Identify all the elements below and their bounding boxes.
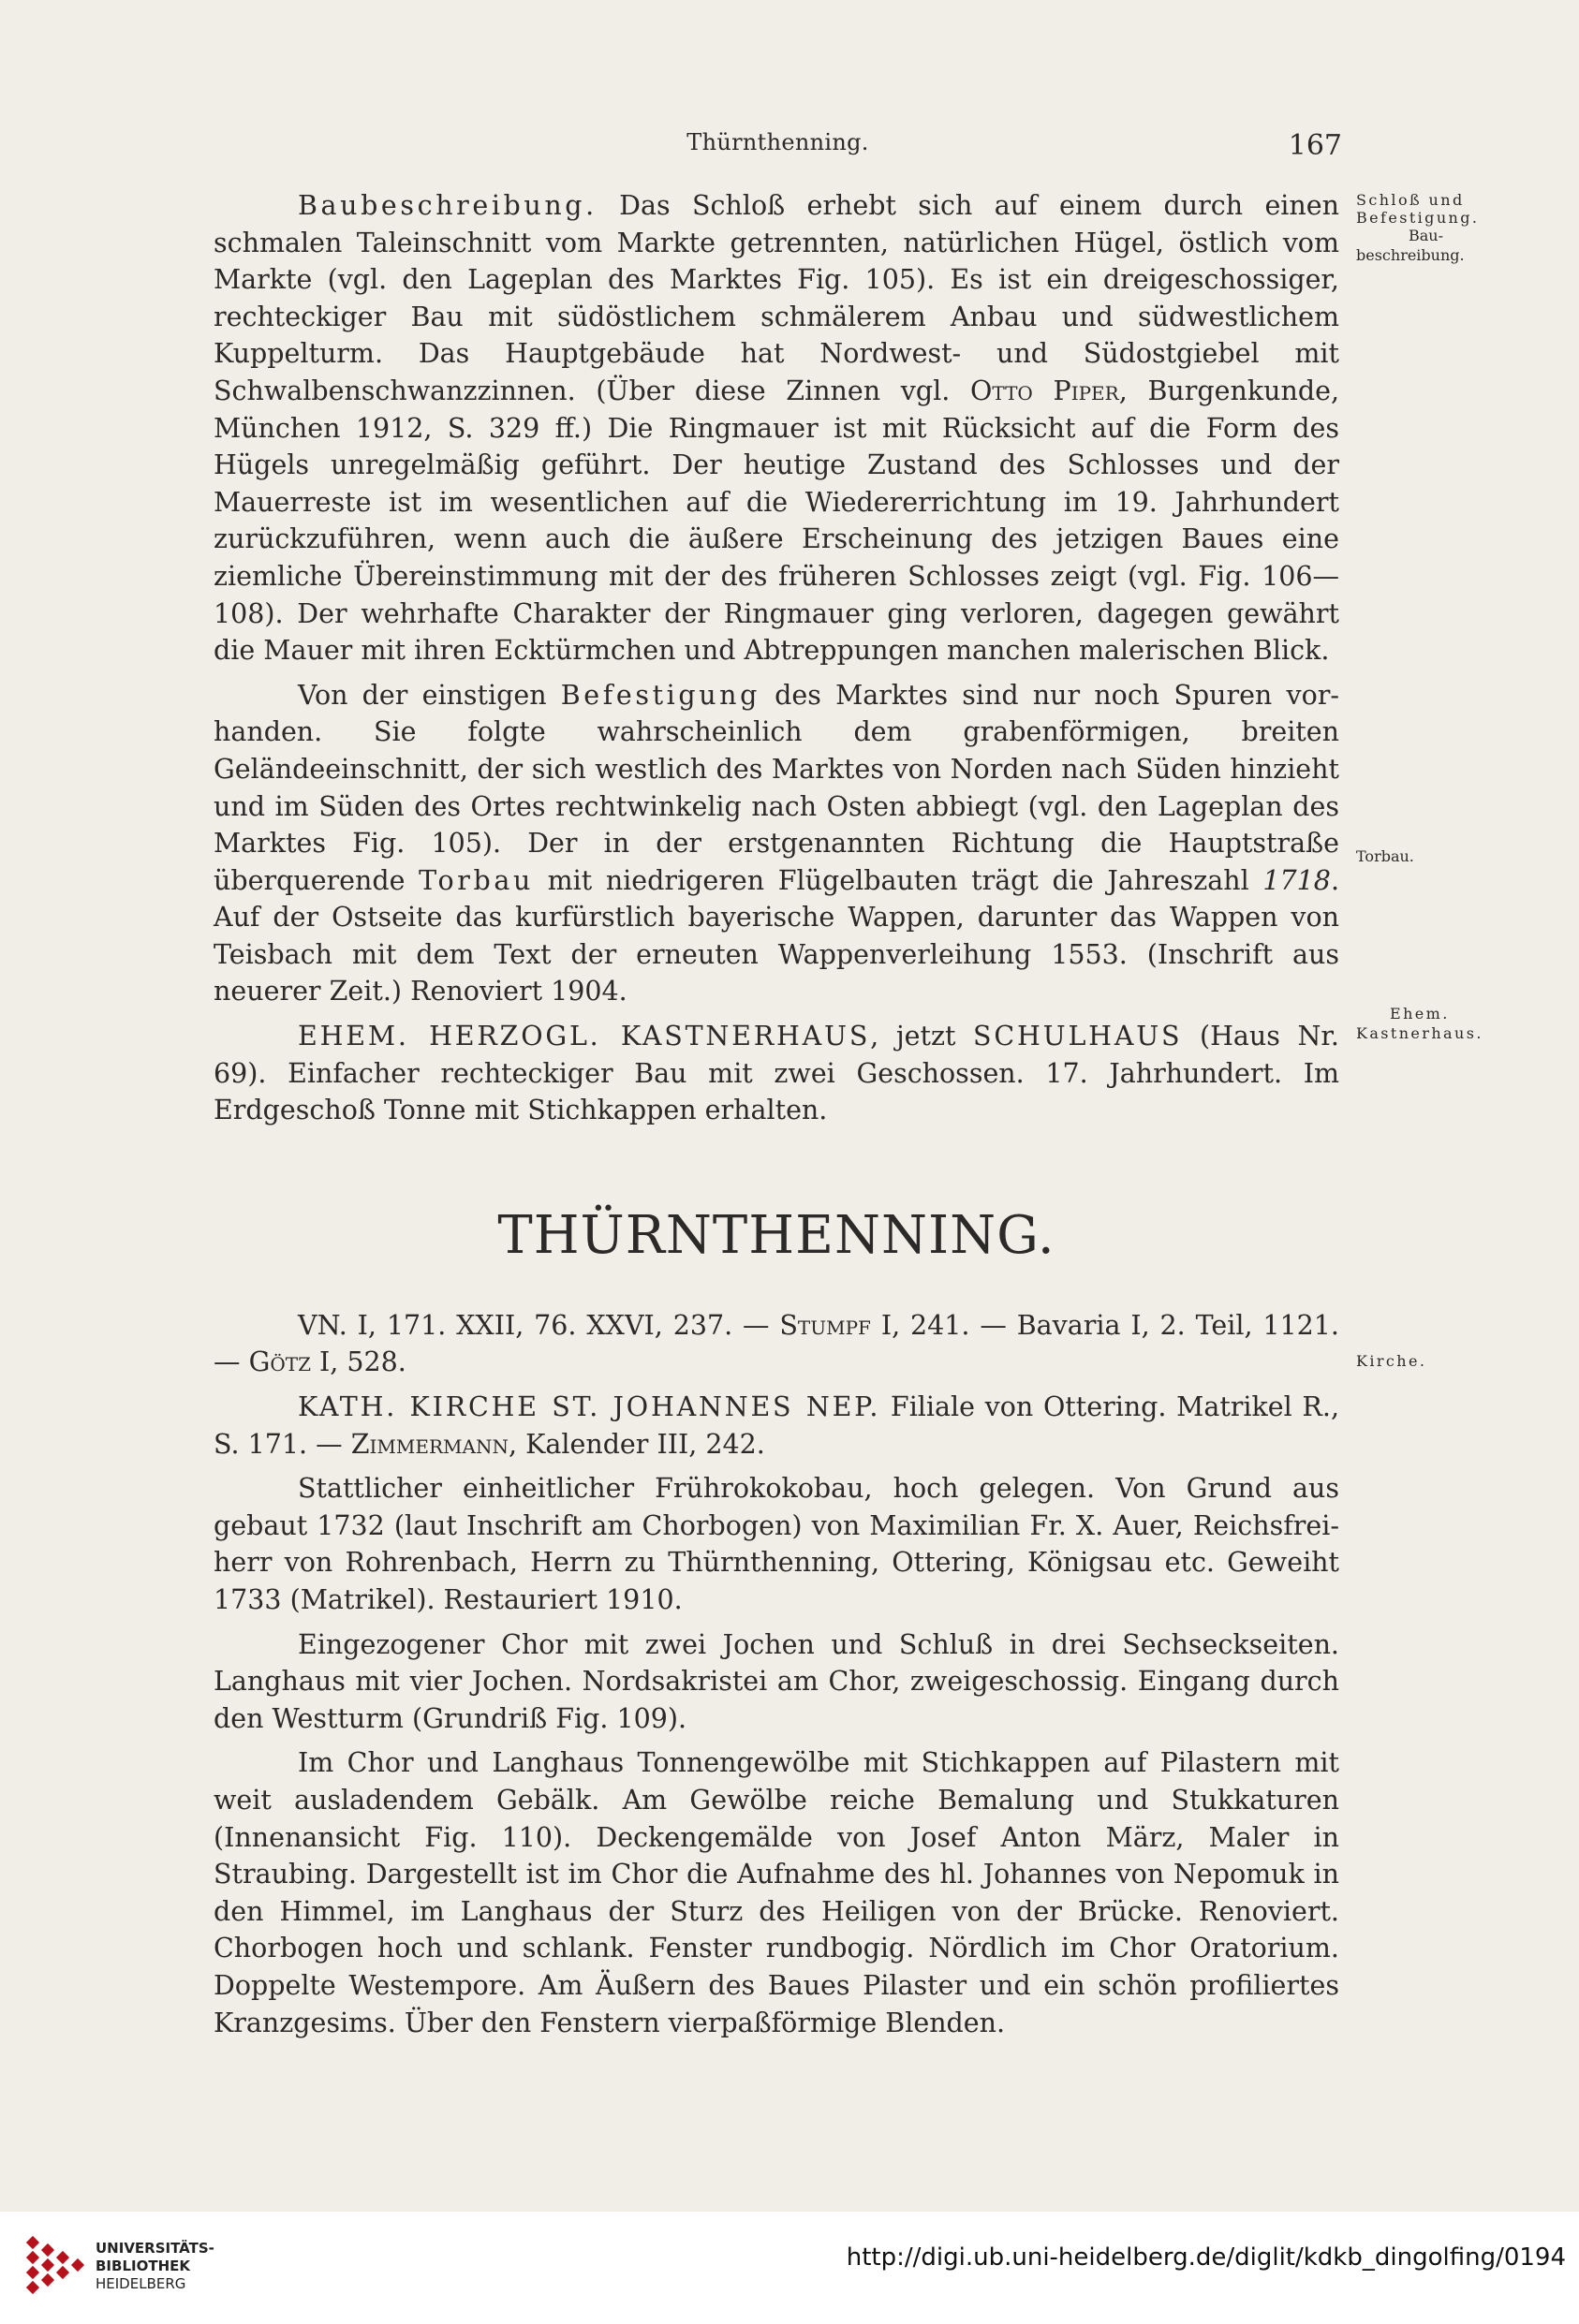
author-name: Stumpf (779, 1309, 871, 1341)
margin-note-torbau: Torbau. (1356, 847, 1414, 865)
paragraph-structure: Eingezogener Chor mit zwei Jochen und Schluß in drei Sechseckseiten. Langhaus mit vier Jochen. Nordsakristei am Chor, zweigeschossig. Eingang durch den Westturm (Grundriß Fig. 109). (214, 1628, 1339, 1734)
footer-bar (0, 2212, 1579, 2324)
building-name: EHEM. HERZOGL. KASTNERHAUS (298, 1021, 871, 1052)
running-title: Thürnthenning. (686, 129, 869, 155)
paragraph-history: Stattlicher einheitlicher Frührokokobau, hoch gelegen. Von Grund aus gebaut 1732 (laut Inschrift am Chorbogen) von Maximilian Fr. X. Auer, Reichsfreiherr von Rohrenbach, Herrn zu Thürnthenning, Ottering, Königsau etc. Geweiht 1733 (Matrikel). Restauriert 1910. (214, 1473, 1339, 1615)
paragraph-interior: Im Chor und Langhaus Tonnengewölbe mit Stichkappen auf Pilastern mit weit ausladendem Gebälk. Am Gewölbe reiche Bemalung und Stukkaturen (Innenansicht Fig. 110). Deckengemälde von Josef Anton März, Maler in Straubing. Dargestellt ist im Chor die Aufnahme des hl. Johannes von Nepomuk in den Himmel, im Langhaus der Sturz des Heiligen von der Brücke. Renoviert. Chorbogen hoch und schlank. Fenster rundbogig. Nördlich im Chor Oratorium. Doppelte Westempore. Am Äußern des Baues Pilaster und ein schön profiliertes Kranzgesims. Über den Fenstern vierpaßförmige Blenden. (214, 1747, 1339, 2038)
page-number: 167 (1288, 129, 1342, 162)
paragraph-kastnerhaus: EHEM. HERZOGL. KASTNERHAUS, jetzt SCHULHAUS (Haus Nr. 69). Einfacher rechteckiger Bau mit zwei Geschossen. 17. Jahrhundert. Im Erdgeschoß Tonne mit Stichkappen erhalten. (214, 1021, 1339, 1126)
section-title: THÜRNTHENNING. (497, 1204, 1055, 1266)
margin-note-kastnerhaus: Ehem. Kastnerhaus. (1356, 1005, 1483, 1042)
paragraph-kirche: KATH. KIRCHE ST. JOHANNES NEP. Filiale von Ottering. Matrikel R., S. 171. — Zimmermann, Kalender III, 242. (214, 1391, 1340, 1460)
margin-note-kirche: Kirche. (1356, 1352, 1427, 1370)
year-italic: 1718 (1262, 864, 1331, 896)
source-url-link[interactable]: http://digi.ub.uni-heidelberg.de/diglit/kdkb_dingolfing/0194 (846, 2243, 1566, 2272)
author-name: Götz (248, 1346, 311, 1378)
library-logo-icon (26, 2234, 86, 2303)
paragraph-befestigung: Von der einstigen Befestigung des Marktes sind nur noch Spuren vorhanden. Sie folgte wahrscheinlich dem grabenförmigen, breiten Geländeeinschnitt, der sich westlich des Marktes von Norden nach Süden hinzieht und im Süden des Ortes rechtwinkelig nach Osten abbiegt (vgl. den Lageplan des Marktes Fig. 105). Der in der erstgenannten Richtung die Hauptstraße überquerende Torbau mit niedrigeren Flügelbauten trägt die Jahreszahl 1718. Auf der Ostseite das kurfürstlich bayerische Wappen, darunter das Wappen von Teisbach mit dem Text der erneuten Wappenverleihung 1553. (Inschrift aus neuerer Zeit.) Renoviert 1904. (214, 679, 1339, 1008)
body-text (214, 187, 1339, 2041)
library-name: UNIVERSITÄTS- BIBLIOTHEK HEIDELBERG (96, 2240, 214, 2292)
lead-term: Baubeschreibung. (298, 190, 598, 221)
author-name: Zimmermann (350, 1428, 509, 1460)
paragraph-baubeschreibung: Baubeschreibung. Das Schloß erhebt sich auf einem durch einen schmalen Taleinschnitt vom Markte getrennten, natürlichen Hügel, östlich vom Markte (vgl. den Lageplan des Marktes Fig. 105). Es ist ein dreigeschossiger, rechteckiger Bau mit südöstlichem schmälerem Anbau und südwestlichem Kuppelturm. Das Hauptgebäude hat Nordwest- und Südostgiebel mit Schwalbenschwanzzinnen. (Über diese Zinnen vgl. Otto Piper, Burgenkunde, München 1912, S. 329 ff.) Die Ringmauer ist mit Rücksicht auf die Form des Hügels unregelmäßig geführt. Der heutige Zustand des Schlosses und der Mauerreste ist im wesentlichen auf die Wiedererrichtung im 19. Jahrhundert zurückzuführen, wenn auch die äußere Erscheinung des jetzigen Baues eine ziemliche Übereinstimmung mit der des früheren Schlosses zeigt (vgl. Fig. 106—108). Der wehrhafte Charakter der Ringmauer ging verloren, dagegen gewährt die Mauer mit ihren Ecktürmchen und Abtreppungen manchen malerischen Blick. (214, 190, 1339, 667)
paragraph-references: VN. I, 171. XXII, 76. XXVI, 237. — Stumpf I, 241. — Bavaria I, 2. Teil, 1121. — Götz I, 528. (214, 1309, 1339, 1378)
lead-term: Torbau (419, 864, 534, 896)
building-name: KATH. KIRCHE ST. JOHANNES NEP. (298, 1391, 881, 1423)
author-name: Otto Piper (970, 375, 1119, 406)
margin-note-schloss: Schloß und Befestigung. Bau- beschreibung. (1356, 191, 1480, 264)
lead-term: Befestigung (560, 679, 760, 711)
page-header (214, 129, 1342, 167)
building-name: SCHULHAUS (973, 1021, 1183, 1052)
